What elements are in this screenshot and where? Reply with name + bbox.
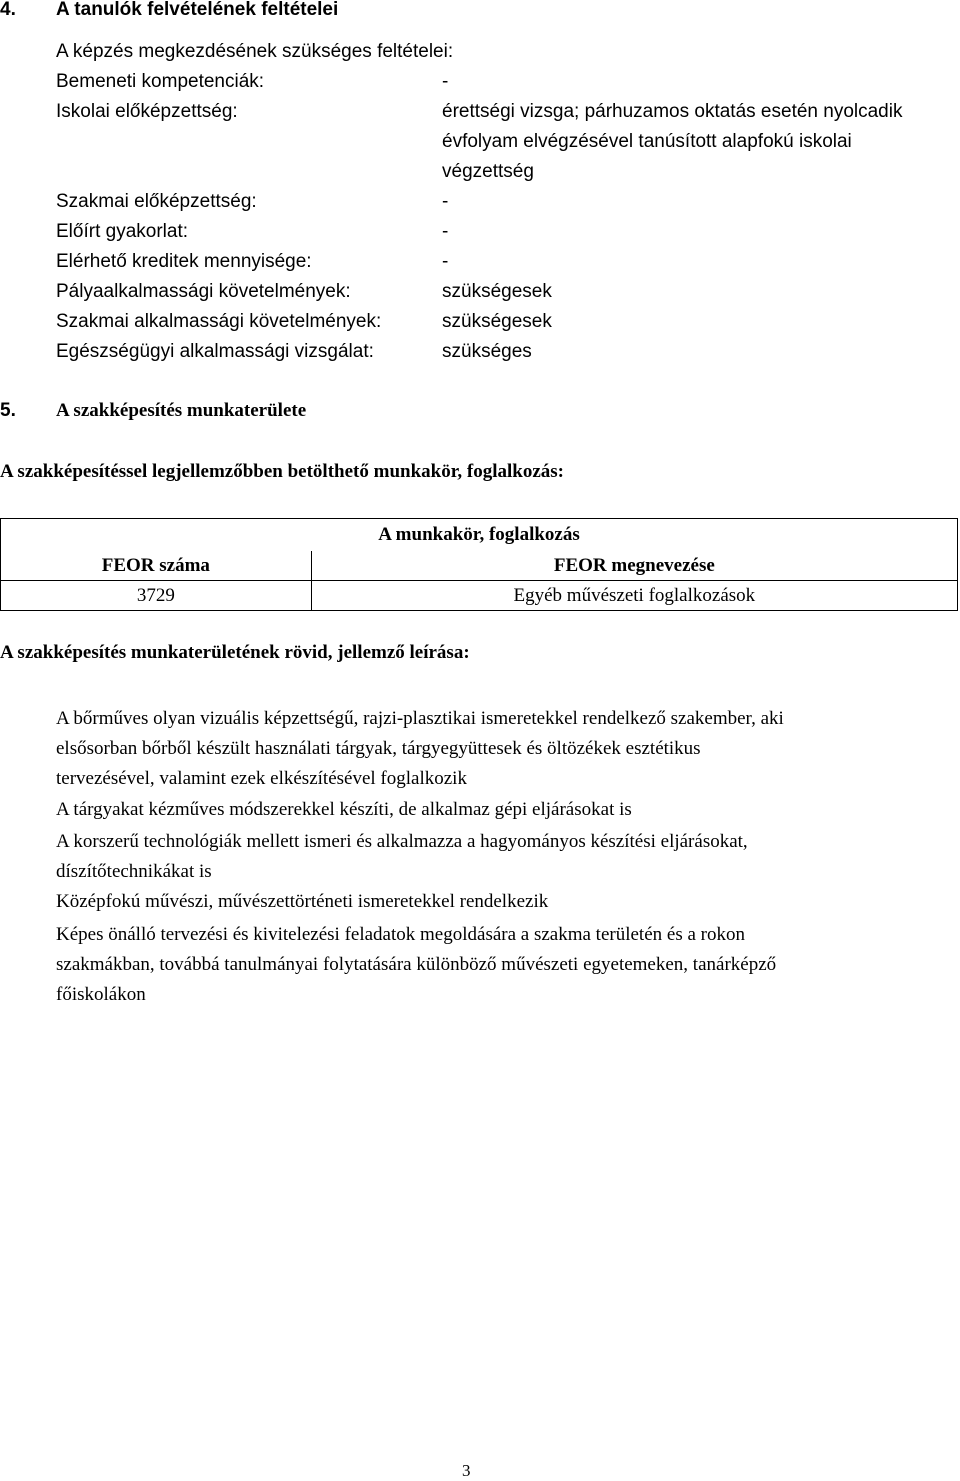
description-line: Képes önálló tervezési és kivitelezési feladatok megoldására a szakma területén és a rokon: [56, 924, 745, 945]
feor-code-header: FEOR száma: [1, 551, 312, 581]
feor-table-caption-row: [1, 519, 958, 552]
requirement-label: Iskolai előképzettség:: [56, 101, 238, 122]
requirement-value: érettségi vizsga; párhuzamos oktatás esetén nyolcadik: [442, 101, 903, 122]
feor-code-cell: 3729: [1, 581, 312, 611]
description-line: tervezésével, valamint ezek elkészítésével foglalkozik: [56, 768, 467, 789]
requirements-intro: A képzés megkezdésének szükséges feltételei:: [56, 41, 454, 62]
requirement-label: Bemeneti kompetenciák:: [56, 71, 265, 92]
section-5-number: 5.: [0, 400, 16, 421]
requirement-value: szükségesek: [442, 311, 552, 332]
feor-name-cell: Egyéb művészeti foglalkozások: [311, 581, 957, 611]
description-line: elsősorban bőrből készült használati tárgyak, tárgyegyüttesek és öltözékek esztétikus: [56, 738, 701, 759]
feor-table: [0, 518, 958, 611]
description-line: A korszerű technológiák mellett ismeri és alkalmazza a hagyományos készítési eljárásokat,: [56, 831, 748, 852]
requirement-value: -: [442, 71, 449, 92]
description-line: Középfokú művészi, művészettörténeti ismeretekkel rendelkezik: [56, 891, 549, 912]
section-5-title: A szakképesítés munkaterülete: [56, 400, 307, 421]
feor-table-caption: A munkakör, foglalkozás: [1, 519, 958, 552]
section-5-subtitle: A szakképesítéssel legjellemzőbben betölthető munkakör, foglalkozás:: [0, 461, 565, 482]
section-4-title: A tanulók felvételének feltételei: [56, 0, 339, 20]
requirement-label: Szakmai előképzettség:: [56, 191, 257, 212]
requirement-label: Szakmai alkalmassági követelmények:: [56, 311, 382, 332]
page-number: 3: [462, 1461, 471, 1480]
requirement-label: Előírt gyakorlat:: [56, 221, 188, 242]
requirement-label: Egészségügyi alkalmassági vizsgálat:: [56, 341, 374, 362]
description-title: A szakképesítés munkaterületének rövid, jellemző leírása:: [0, 642, 470, 663]
requirement-value: -: [442, 191, 449, 212]
feor-name-header: FEOR megnevezése: [311, 551, 957, 581]
description-line: szakmákban, továbbá tanulmányai folytatására különböző művészeti egyetemeken, tanárképző: [56, 954, 777, 975]
description-line: A bőrműves olyan vizuális képzettségű, rajzi-plasztikai ismeretekkel rendelkező szakember, aki: [56, 708, 784, 729]
requirement-label: Pályaalkalmassági követelmények:: [56, 281, 351, 302]
description-line: főiskolákon: [56, 984, 146, 1005]
requirement-value: végzettség: [442, 161, 534, 182]
description-line: A tárgyakat kézműves módszerekkel készíti, de alkalmaz gépi eljárásokat is: [56, 799, 632, 820]
table-row: [1, 581, 958, 611]
requirement-label: Elérhető kreditek mennyisége:: [56, 251, 312, 272]
requirement-value: évfolyam elvégzésével tanúsított alapfokú iskolai: [442, 131, 852, 152]
requirement-value: -: [442, 251, 449, 272]
requirement-value: szükséges: [442, 341, 532, 362]
section-4-number: 4.: [0, 0, 16, 20]
requirement-value: -: [442, 221, 449, 242]
description-line: díszítőtechnikákat is: [56, 861, 212, 882]
requirement-value: szükségesek: [442, 281, 552, 302]
feor-table-header-row: [1, 551, 958, 581]
